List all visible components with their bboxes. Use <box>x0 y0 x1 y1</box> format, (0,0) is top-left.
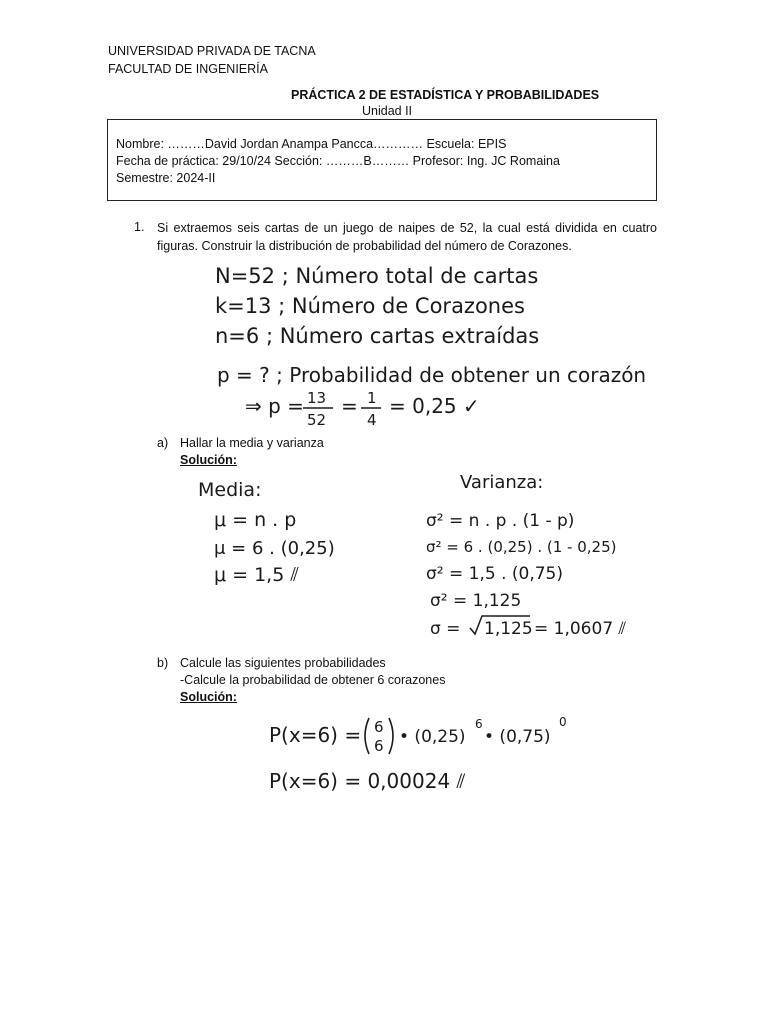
unit-label: Unidad II <box>362 104 413 118</box>
hw-variance-step: σ² = 1,5 . (0,75) <box>426 564 564 584</box>
practice-date-line: Fecha de práctica: 29/10/24 Sección: ………B……… Profesor: Ing. JC Romaina <box>116 154 560 168</box>
hw-prob-result: P(x=6) = 0,00024 ⫽ <box>269 769 466 793</box>
hw-prob-lead: P(x=6) = <box>269 723 362 747</box>
hw-prob-term1: • (0,25) <box>399 727 466 747</box>
hw-prob-exp1: 6 <box>475 717 483 731</box>
university-name: UNIVERSIDAD PRIVADA DE TACNA <box>108 44 316 58</box>
part-a-text: Hallar la media y varianza <box>180 436 324 450</box>
hw-frac2-numerator: 1 <box>367 389 377 407</box>
hw-binom-top: 6 <box>374 718 384 736</box>
handwritten-mean-variance <box>190 468 660 648</box>
hw-media-title: Media: <box>198 479 262 501</box>
hw-frac1-numerator: 13 <box>307 389 327 407</box>
faculty-name: FACULTAD DE INGENIERÍA <box>108 62 268 76</box>
hw-prob-term2: • (0,75) <box>484 727 551 747</box>
hw-line-k-hearts: k=13 ; Número de Corazones <box>215 294 525 318</box>
hw-binom-bottom: 6 <box>374 737 384 755</box>
part-b-label: b) <box>157 656 169 670</box>
hw-p-result: = 0,25 ✓ <box>389 394 480 418</box>
hw-media-result: μ = 1,5 ⫽ <box>214 564 299 586</box>
semester-line: Semestre: 2024-II <box>116 171 216 185</box>
part-a-solution-label: Solución: <box>180 453 237 467</box>
hw-variance-result: σ² = 1,125 <box>430 591 522 611</box>
handwritten-definitions <box>195 255 655 430</box>
document-title: PRÁCTICA 2 DE ESTADÍSTICA Y PROBABILIDADES <box>291 88 600 102</box>
hw-equals: = <box>341 394 358 418</box>
hw-variance-title: Varianza: <box>460 472 544 493</box>
hw-sigma-result: = 1,0607 ⫽ <box>534 619 627 639</box>
hw-prob-exp2: 0 <box>559 715 567 729</box>
part-b-text: Calcule las siguientes probabilidades <box>180 656 386 670</box>
part-b-subtext: -Calcule la probabilidad de obtener 6 corazones <box>180 673 446 687</box>
question-number: 1. <box>134 220 145 234</box>
hw-sqrt-argument: 1,125 <box>484 619 533 639</box>
handwritten-probability <box>265 708 595 803</box>
hw-sigma-lead: σ = <box>430 619 461 639</box>
hw-variance-formula: σ² = n . p . (1 - p) <box>426 511 575 531</box>
student-name-line: Nombre: ………David Jordan Anampa Pancca………… Escuela: EPIS <box>116 137 507 151</box>
hw-binom-left-paren <box>365 718 369 754</box>
part-a-label: a) <box>157 436 169 450</box>
hw-line-n-drawn: n=6 ; Número cartas extraídas <box>215 324 540 348</box>
hw-line-n-total: N=52 ; Número total de cartas <box>215 264 539 288</box>
hw-frac1-denominator: 52 <box>307 411 327 429</box>
hw-binom-right-paren <box>389 718 393 754</box>
hw-media-substitution: μ = 6 . (0,25) <box>214 538 335 559</box>
part-b-solution-label: Solución: <box>180 690 237 704</box>
hw-p-lead: ⇒ p = <box>245 394 304 418</box>
question-text: Si extraemos seis cartas de un juego de naipes de 52, la cual está dividida en cuatro figuras. Construir la distribución de probabilidad del número de Corazones. <box>157 221 657 253</box>
hw-variance-substitution: σ² = 6 . (0,25) . (1 - 0,25) <box>426 538 617 556</box>
hw-line-p-question: p = ? ; Probabilidad de obtener un corazón <box>217 363 647 387</box>
hw-media-formula: μ = n . p <box>214 509 297 531</box>
hw-frac2-denominator: 4 <box>367 411 377 429</box>
